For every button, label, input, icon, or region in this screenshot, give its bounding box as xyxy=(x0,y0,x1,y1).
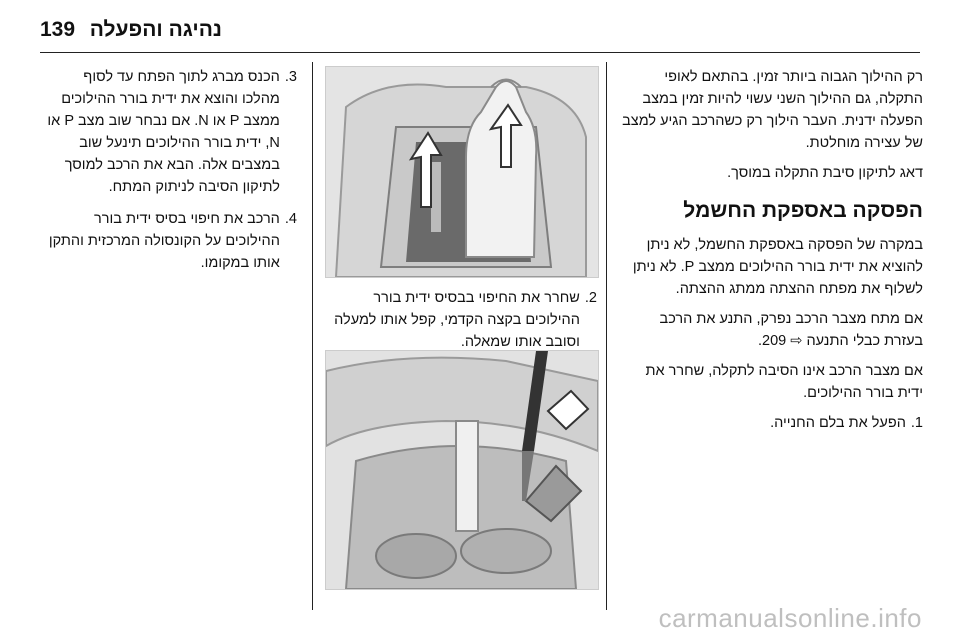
figure-screwdriver xyxy=(325,350,599,590)
step-1 xyxy=(618,412,923,434)
gear-lever-illustration xyxy=(326,67,598,277)
step-1-text: הפעל את בלם החנייה. xyxy=(770,415,906,431)
step-2-text: שחרר את החיפוי בבסיס ידית בורר ההילוכים בקצה הקדמי, קפל אותו למעלה וסובב אותו שמאלה. xyxy=(334,290,580,350)
step-2-number: 2. xyxy=(584,290,597,306)
page-reference-icon: ⇨ xyxy=(790,333,803,349)
paragraph-release-lever: אם מצבר הרכב אינו הסיבה לתקלה, שחרר את ידית בורר ההילוכים. xyxy=(645,363,923,401)
watermark: carmanualsonline.info xyxy=(658,603,922,633)
running-title: נהיגה והפעלה xyxy=(89,18,222,41)
paragraph-jump-start xyxy=(618,308,923,352)
step-4-text: הרכב את חיפוי בסיס ידית בורר ההילוכים על הקונסולה המרכזית והתקן אותו במקומו. xyxy=(48,211,280,271)
paragraph-repair: דאג לתיקון סיבת התקלה במוסך. xyxy=(727,165,923,181)
header-divider xyxy=(40,52,920,53)
screwdriver-illustration xyxy=(326,351,598,589)
page-header xyxy=(0,0,960,56)
figure-gear-lever xyxy=(325,66,599,278)
step-2 xyxy=(325,287,597,353)
page-number: 139 xyxy=(40,18,76,41)
left-column xyxy=(42,66,297,274)
middle-column xyxy=(325,287,597,353)
step-4 xyxy=(42,208,297,274)
paragraph-fault-gear: רק ההילוך הגבוה ביותר זמין. בהתאם לאופי התקלה, גם ההילוך השני עשוי להיות זמין במצב הפעלה ידנית. העבר הילוך רק כשהרכב הגיע למצב של עצירה מוחלטת. xyxy=(622,69,923,151)
section-title: הפסקה באספקת החשמל xyxy=(683,199,923,222)
page-reference: 209. xyxy=(758,333,787,349)
step-1-number: 1. xyxy=(910,415,923,431)
jump-start-text: אם מתח מצבר הרכב נפרק, התנע את הרכב בעזרת כבלי התנעה xyxy=(659,311,923,349)
step-4-number: 4. xyxy=(284,211,297,227)
column-divider-right xyxy=(606,62,607,610)
right-column xyxy=(618,66,923,434)
step-3 xyxy=(42,66,297,198)
step-3-text: הכנס מברג לתוך הפתח עד לסוף מהלכו והוצא את ידית בורר ההילוכים ממצב P או N. אם נבחר שוב מצב P או N, ידית בורר ההילוכים תינעל שוב במצבים אלה. הבא את הרכב למוסך לתיקון הסיבה לניתוק המתח. xyxy=(47,69,280,195)
step-3-number: 3. xyxy=(284,69,297,85)
paragraph-power-cut: במקרה של הפסקה באספקת החשמל, לא ניתן להוציא את ידית בורר ההילוכים ממצב P. לא ניתן לשלוף את מפתח ההצתה ממתג ההצתה. xyxy=(632,237,923,297)
column-divider-left xyxy=(312,62,313,610)
